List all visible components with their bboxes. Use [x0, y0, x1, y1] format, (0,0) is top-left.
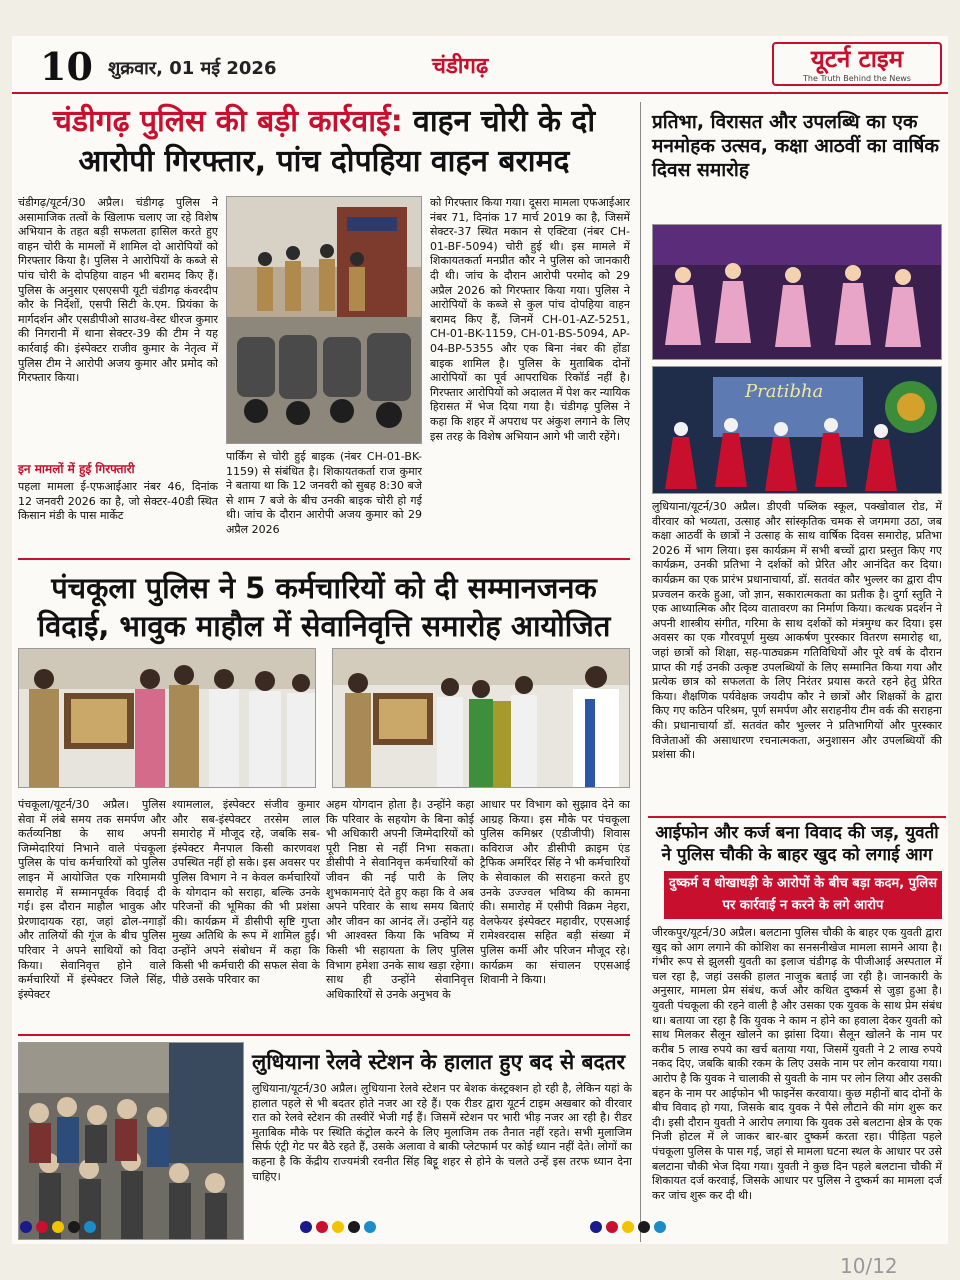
- registration-marks-left: [20, 1218, 100, 1232]
- story4-headline: लुधियाना रेलवे स्टेशन के हालात हुए बद से बदतर: [252, 1050, 626, 1074]
- section-divider-1: [18, 558, 630, 560]
- color-dot: [52, 1221, 64, 1233]
- color-dot: [622, 1221, 634, 1233]
- story1-subhead: इन मामलों में हुई गिरफ्तारी: [18, 462, 135, 476]
- retirement-illustration-1: [19, 649, 316, 788]
- dance-photo-1: [652, 224, 942, 360]
- story1-col2: पार्किंग से चोरी हुई बाइक (नंबर CH-01-BK-1159) से संबंधित है। शिकायतकर्ता राज कुमार ने बताया था कि 12 जनवरी को सुबह 8:30 बजे से शाम 7 बजे के बीच उनकी बाइक चोरी हो गई थी। जांच के दौरान आरोपी अजय कुमार को 29 अप्रैल 2026: [226, 450, 422, 536]
- story5-body: जीरकपुर/यूटर्न/30 अप्रैल। बलटाना पुलिस चौकी के बाहर एक युवती द्वारा खुद को आग लगाने की कोशिश का सनसनीखेज मामला सामने आया है। गंभीर रूप से झुलसी युवती का इलाज चंडीगढ़ के पीजीआई अस्पताल में चल रहा है, जहां उसकी हालत नाजुक बताई जा रही है। जानकारी के अनुसार, मामला प्रेम संबंध, कर्ज और कथित दुष्कर्म से जुड़ा हुआ है। युवती पंचकूला की रहने वाली है और उसका एक युवक के साथ प्रेम संबंध था। बताया जा रहा है कि युवक ने काम न होने का हवाला देकर युवती को साथ मिलकर सैलून खोलने का झांसा दिया। सैलून खोलने के नाम पर करीब 5 लाख रुपये का खर्च बताया गया, जिसमें युवती ने 2 लाख रुपये नकद दिए, जबकि बाकी रकम के लिए उसके नाम पर लोन करवाया गया। आरोप है कि युवक ने चालाकी से युवती के नाम पर लोन लिया और उसकी बहन के नाम पर आईफोन भी फाइनेंस करवाया। कुछ महीनों बाद दोनों के बीच विवाद हो गया, जिसके बाद युवक ने पैसे लौटाने की मांग शुरू कर दी। इसी दौरान युवती ने आरोप लगाया कि युवक उसे बलटाना क्षेत्र के एक निजी होटल में ले जाकर बार-बार दुष्कर्म करता रहा। पीड़िता पहले पंचकूला पुलिस के पास गई, जहां से मामला घटना स्थल के आधार पर उसे बलटाना चौकी भेज दिया गया। युवती ने कुछ दिन पहले बलटाना चौकी में शिकायत दर्ज करवाई, जिसके आधार पर पुलिस ने दुष्कर्म का मामला दर्ज कर जांच शुरू कर दी थी।: [652, 926, 942, 1202]
- masthead: [12, 36, 948, 94]
- column-divider: [640, 102, 641, 1242]
- color-dot: [316, 1221, 328, 1233]
- issue-date: शुक्रवार, 01 मई 2026: [108, 58, 277, 79]
- story3-headline: प्रतिभा, विरासत और उपलब्धि का एक मनमोहक उत्सव, कक्षा आठवीं का वार्षिक दिवस समारोह: [652, 111, 939, 181]
- retirement-illustration-2: [333, 649, 630, 788]
- story2-col2: श्यामलाल, इंस्पेक्टर संजीव कुमार और सब-इंस्पेक्टर तरसेम लाल समारोह में मौजूद रहे, जबकि सब-इंस्पेक्टर मैनपाल किसी कारणवश उपस्थित नहीं हो सके। इस अवसर पर पुलिस विभाग ने न केवल कर्मचारियों के योगदान को सराहा, बल्कि उनके परिजनों की भूमिका की भी प्रशंसा की। कार्यक्रम में डीसीपी सृष्टि गुप्ता मुख्य अतिथि के रूप में शामिल हुईं। उन्होंने अपने संबोधन में कहा कि किसी भी कर्मचारी की सफल सेवा के पीछे उसके परिवार का: [172, 798, 320, 987]
- retirement-photo-1: [18, 648, 316, 788]
- brand-logo: [772, 42, 942, 86]
- color-dot: [332, 1221, 344, 1233]
- color-dot: [364, 1221, 376, 1233]
- color-dot: [590, 1221, 602, 1233]
- color-dot: [654, 1221, 666, 1233]
- police-vehicles-photo: [226, 196, 422, 444]
- story3-body: लुधियाना/यूटर्न/30 अप्रैल। डीएवी पब्लिक स्कूल, पक्खोवाल रोड, में वीरवार को भव्यता, उत्साह और सांस्कृतिक चमक से जगमगा उठा, जब कक्षा आठवीं के छात्रों ने उत्साह के साथ वार्षिक दिवस समारोह, प्रतिभा 2026 में भाग लिया। इस कार्यक्रम में सभी बच्चों द्वारा प्रस्तुत किए गए कार्यक्रम, उनकी प्रतिभा ने दर्शकों को प्रेरित और आनंदित कर दिया। कार्यक्रम का एक प्रारंभ प्रधानाचार्या, डॉ. सतवंत कौर भुल्लर का द्वारा दीप प्रज्वलन करके हुआ, जो ज्ञान, सकारात्मकता का प्रतीक है। दुर्गा स्तुति ने एक आध्यात्मिक और दिव्य वातावरण का निर्माण किया। कत्थक प्रदर्शन ने अपनी शास्त्रीय संगीत, गरिमा के साथ दर्शकों को मंत्रमुग्ध कर दिया। इस अवसर का एक गौरवपूर्ण मुख्य आकर्षण पुरस्कार वितरण समारोह था, जहां छात्रों को शिक्षा, सह-पाठ्यक्रम गतिविधियों और पूरे वर्ष के दौरान प्राप्त की गई उनकी उत्कृष्ट उपलब्धियों के लिए सम्मानित किया गया और प्रत्येक छात्र को सफलता के लिए निरंतर प्रयास करते रहने हेतु प्रेरित किया। शैक्षणिक पर्यवेक्षक जयदीप कौर ने छात्रों और शिक्षकों के द्वारा किए गए कठिन परिश्रम, पूर्ण समर्पण और सराहनीय टीम वर्क की सराहना की। प्रधानाचार्या डॉ. सतवंत कौर भुल्लर ने प्रतिभागियों और पुरस्कार विजेताओं की असाधारण रचनात्मकता, अनुशासन और उपलब्धियों की प्रशंसा की।: [652, 500, 942, 762]
- story5-subheadline: दुष्कर्म व धोखाधड़ी के आरोपों के बीच बड़ा कदम, पुलिस पर कार्रवाई न करने के लगे आरोप: [664, 871, 942, 919]
- brand-name: यूटर्न टाइम: [810, 45, 904, 73]
- section-divider-2: [18, 1034, 630, 1036]
- brand-tagline: The Truth Behind the News: [803, 74, 911, 83]
- story2-col4: आधार पर विभाग को सुझाव देने का आग्रह किया। इस मौके पर पंचकूला पुलिस कमिश्नर (एडीजीपी) शिवास कविराज और डीसीपी क्राइम एंड ट्रैफिक अमरिंदर सिंह ने भी कर्मचारियों के सेवाकाल की सराहना करते हुए उनके उज्ज्वल भविष्य की कामना की। समारोह में एसीपी विक्रम नेहरा, वेलफेयर इंस्पेक्टर महावीर, एएसआई रामेश्वरदास सहित बड़ी संख्या में पुलिस कर्मी और परिजन मौजूद रहे। कार्यक्रम का संचालन एएसआई शिवानी ने किया।: [480, 798, 630, 987]
- color-dot: [300, 1221, 312, 1233]
- story1-col1b: पहला मामला ई-एफआईआर नंबर 46, दिनांक 12 जनवरी 2026 का है, जो सेक्टर-40डी स्थित किसान मंडी के पास मार्केट: [18, 480, 218, 523]
- police-vehicles-illustration: [227, 197, 422, 444]
- railway-station-photo: [18, 1042, 244, 1240]
- newspaper-page: [12, 36, 948, 1244]
- retirement-photo-2: [332, 648, 630, 788]
- registration-marks-center: [300, 1218, 380, 1232]
- story5-headline: आईफोन और कर्ज बना विवाद की जड़, युवती ने पुलिस चौकी के बाहर खुद को लगाई आग: [655, 823, 939, 865]
- section-divider-3: [648, 816, 946, 818]
- color-dot: [68, 1221, 80, 1233]
- story2-headline: पंचकूला पुलिस ने 5 कर्मचारियों को दी सम्मानजनक विदाई, भावुक माहौल में सेवानिवृत्ति समारोह आयोजित: [37, 571, 611, 643]
- story2-col3: अहम योगदान होता है। उन्होंने कहा कि परिवार के सहयोग के बिना कोई भी अधिकारी अपनी जिम्मेदारियों को पूरी निष्ठा से नहीं निभा सकता। डीसीपी ने सेवानिवृत्त कर्मचारियों को जीवन की नई पारी के लिए शुभकामनाएं देते हुए कहा कि वे अब अपने परिवार के साथ समय बिताएं और जीवन का आनंद लें। उन्होंने यह भी आश्वस्त किया कि भविष्य में किसी भी सहायता के लिए पुलिस विभाग हमेशा उनके साथ खड़ा रहेगा। साथ ही उन्होंने सेवानिवृत्त अधिकारियों से उनके अनुभव के: [326, 798, 474, 1001]
- dance-stage-illustration-1: [653, 225, 942, 360]
- color-dot: [638, 1221, 650, 1233]
- page-number: 10: [40, 44, 93, 89]
- color-dot: [84, 1221, 96, 1233]
- story2-col1: पंचकूला/यूटर्न/30 अप्रैल। पुलिस सेवा में लंबे समय तक समर्पण और कर्तव्यनिष्ठा के साथ अपनी जिम्मेदारियां निभाने वाले पंचकूला पुलिस के पांच कर्मचारियों को पुलिस लाइन में आयोजित एक गरिमामयी समारोह में सम्मानपूर्वक विदाई दी गई। इस दौरान माहौल भावुक और प्रेरणादायक रहा, जहां ढोल-नगाड़ों और तालियों की गूंज के बीच पुलिस परिवार ने अपने साथियों को विदा किया। सेवानिवृत्त होने वाले कर्मचारियों में इंस्पेक्टर जिले सिंह, इंस्पेक्टर: [18, 798, 166, 1001]
- edition-city: चंडीगढ़: [432, 54, 489, 79]
- story1-col1: चंडीगढ़/यूटर्न/30 अप्रैल। चंडीगढ़ पुलिस ने असामाजिक तत्वों के खिलाफ चलाए जा रहे विशेष अभियान के तहत बड़ी सफलता हासिल करते हुए वाहन चोरी के मामलों में शामिल दो आरोपियों को गिरफ्तार किया है। पुलिस ने आरोपियों के कब्जे से पांच चोरी के दोपहिया वाहन भी बरामद किए हैं। पुलिस के अनुसार एसएसपी यूटी चंडीगढ़ कंवरदीप कौर के निर्देशों, एसपी सिटी के.एम. प्रियंका के मार्गदर्शन और एसडीपीओ साउथ-वेस्ट धीरज कुमार की निगरानी में थाना सेक्टर-39 की टीम ने यह कार्रवाई की। इंस्पेक्टर राजीव कुमार के नेतृत्व में पुलिस टीम ने आरोपी अजय कुमार और प्रमोद को गिरफ्तार किया।: [18, 196, 218, 385]
- color-dot: [348, 1221, 360, 1233]
- stage-banner-text: Pratibha: [745, 381, 824, 402]
- story1-headline-red: चंडीगढ़ पुलिस की बड़ी कार्रवाई:: [52, 104, 403, 139]
- registration-marks-right: [590, 1218, 670, 1232]
- dance-photo-2: [652, 366, 942, 494]
- railway-crowd-illustration: [19, 1043, 244, 1240]
- color-dot: [606, 1221, 618, 1233]
- story4-body: लुधियाना/यूटर्न/30 अप्रैल। लुधियाना रेलवे स्टेशन पर बेशक कंस्ट्रक्शन हो रही है, लेकिन यहां के हालात पहले से भी बदतर होते नजर आ रहे हैं। एक रीडर द्वारा यूटर्न टाइम अखबार को वीरवार रात को रेलवे स्टेशन की तस्वीरें भेजी गईं हैं। जिसमें स्टेशन पर भारी भीड़ नजर आ रही है। रीडर मुताबिक मौके पर स्थिति कंट्रोल करने के लिए मुलाजिम तक तैनात नहीं रहते। सभी मुलाजिम सिर्फ एंट्री गेट पर बैठे रहते हैं, उसके अलावा वे बाकी प्लेटफार्म पर कोई ध्यान नहीं देते। लोगों का कहना है कि केंद्रीय राज्यमंत्री रवनीत सिंह बिट्टू शहर से होने के चलते उन्हें इस तरफ ध्यान देना चाहिए।: [252, 1082, 632, 1183]
- color-dot: [20, 1221, 32, 1233]
- page-indicator[interactable]: 10/12: [840, 1254, 898, 1278]
- story1-headline-black: वाहन चोरी के दो आरोपी गिरफ्तार, पांच दोपहिया वाहन बरामद: [78, 104, 596, 179]
- story1-headline: [18, 102, 630, 182]
- story1-col3: को गिरफ्तार किया गया। दूसरा मामला एफआईआर नंबर 71, दिनांक 17 मार्च 2019 का है, जिसमें सेक्टर-37 स्थित मकान से एक्टिवा (नंबर CH-01-BF-5094) चोरी हुई थी। इस मामले में शिकायतकर्ता मनप्रीत कौर ने पुलिस को जानकारी दी थी। जांच के दौरान आरोपी परमोद को 29 अप्रैल 2026 को गिरफ्तार किया गया। पुलिस ने आरोपियों के कब्जे से कुल पांच दोपहिया वाहन बरामद किए हैं, जिनमें CH-01-AZ-5251, CH-01-BK-1159, CH-01-BS-5094, AP-04-BP-5355 और एक बिना नंबर की होंडा बाइक शामिल है। पुलिस के मुताबिक दोनों आरोपियों का पूर्व आपराधिक रिकॉर्ड नहीं है। गिरफ्तार आरोपियों को अदालत में पेश कर न्यायिक हिरासत में भेज दिया गया है। चंडीगढ़ पुलिस ने कहा कि शहर में अपराध पर अंकुश लगाने के लिए इस तरह के विशेष अभियान आगे भी जारी रहेंगे।: [430, 196, 630, 443]
- color-dot: [36, 1221, 48, 1233]
